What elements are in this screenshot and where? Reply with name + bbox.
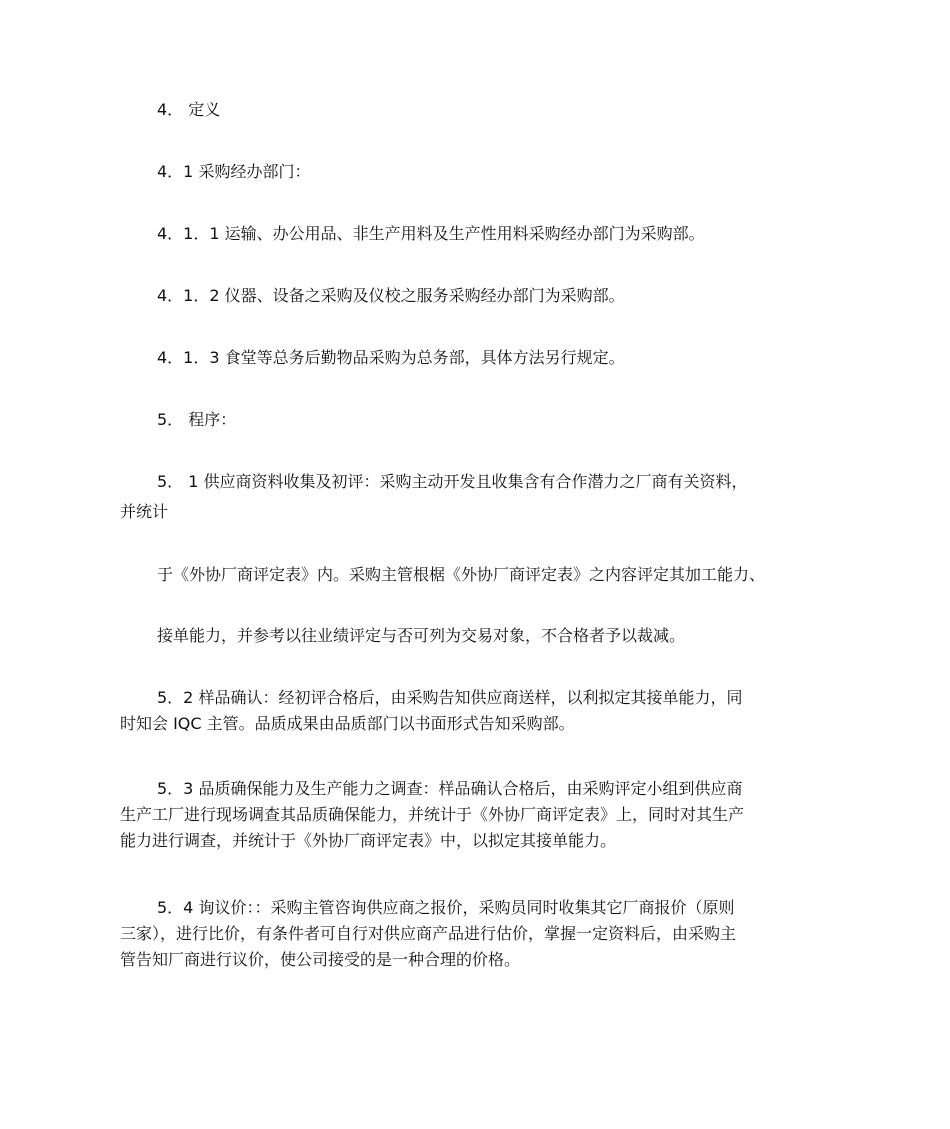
section-5-4-line2: 三家），进行比价，有条件者可自行对供应商产品进行估价，掌握一定资料后，由采购主 — [120, 924, 737, 943]
section-5-3-line3: 能力进行调查，并统计于《外协厂商评定表》中，以拟定其接单能力。 — [120, 831, 617, 850]
section-5-3-line2: 生产工厂进行现场调查其品质确保能力，并统计于《外协厂商评定表》上，同时对其生产 — [120, 805, 745, 824]
section-4-1-1: 4．1．1 运输、办公用品、非生产用料及生产性用料采购经办部门为采购部。 — [157, 224, 705, 243]
section-5-2-line1: 5．2 样品确认：经初评合格后，由采购告知供应商送样，以利拟定其接单能力，同 — [157, 688, 743, 707]
section-5-3-line1: 5．3 品质确保能力及生产能力之调查：样品确认合格后，由采购评定小组到供应商 — [157, 779, 743, 798]
section-5-3 — [120, 776, 835, 854]
section-5-4 — [120, 895, 835, 973]
section-5-4-line3: 管告知厂商进行议价，使公司接受的是一种合理的价格。 — [120, 950, 521, 969]
section-5-1-line2: 并统计 — [120, 502, 169, 521]
section-5-1-line4: 接单能力，并参考以往业绩评定与否可列为交易对象，不合格者予以裁减。 — [157, 626, 686, 645]
section-5-4-line1: 5．4 询议价：：采购主管咨询供应商之报价，采购员同时收集其它厂商报价（原则 — [157, 898, 735, 917]
section-4-1-3: 4．1．3 食堂等总务后勤物品采购为总务部，具体方法另行规定。 — [157, 348, 625, 367]
section-5-1-line1: 5． 1 供应商资料收集及初评：采购主动开发且收集含有合作潜力之厂商有关资料， — [157, 472, 748, 491]
section-5-2 — [120, 685, 835, 737]
section-5-heading: 5． 程序： — [157, 410, 237, 429]
section-4-1-2: 4．1．2 仪器、设备之采购及仪校之服务采购经办部门为采购部。 — [157, 286, 625, 305]
section-4-1: 4．1 采购经办部门： — [157, 162, 311, 181]
section-5-2-line2: 时知会 IQC 主管。品质成果由品质部门以书面形式告知采购部。 — [120, 714, 575, 733]
section-4-heading: 4． 定义 — [157, 100, 221, 119]
section-5-1-line3: 于《外协厂商评定表》内。采购主管根椐《外协厂商评定表》之内容评定其加工能力、 — [157, 565, 766, 584]
